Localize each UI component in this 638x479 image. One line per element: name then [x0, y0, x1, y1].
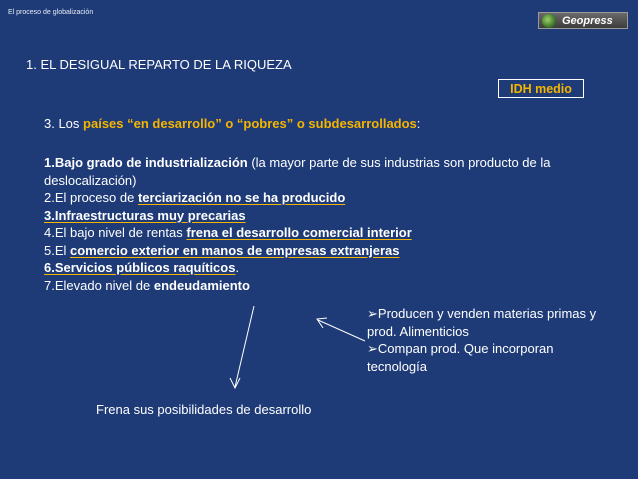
intro-highlight: países “en desarrollo” o “pobres” o subdesarrollados	[83, 116, 417, 131]
item-1-bold: 1.Bajo grado de industrialización	[44, 155, 248, 170]
intro-prefix: 3. Los	[44, 116, 84, 131]
arrow-to-trade-notes	[318, 320, 365, 341]
header-label: El proceso de globalización	[8, 9, 94, 16]
item-6-post: .	[235, 260, 240, 275]
slide-title: 1. EL DESIGUAL REPARTO DE LA RIQUEZA	[26, 57, 292, 72]
idh-badge: IDH medio	[498, 79, 584, 98]
item-4-pre: 4.El bajo nivel de rentas	[44, 225, 187, 240]
arrow-bullet-icon: ➢	[367, 306, 378, 321]
item-7-pre: 7.Elevado nivel de	[44, 277, 154, 293]
trade-note-1-text: Producen y venden materias primas y prod. Alimenticios	[367, 306, 597, 339]
intro-suffix: :	[416, 116, 421, 131]
item-3-bold: 3.Infraestructuras muy precarias	[44, 207, 246, 223]
consequence-text: Frena sus posibilidades de desarrollo	[96, 402, 312, 417]
item-2-pre: 2.El proceso de	[44, 190, 138, 205]
item-5-pre: 5.El	[44, 242, 71, 258]
arrow-bullet-icon: ➢	[367, 341, 378, 356]
item-6-bold: 6.Servicios públicos raquíticos	[44, 260, 236, 275]
item-2-bold: terciarización no se ha producido	[137, 190, 346, 205]
item-1-rest: (la mayor parte de sus industrias son producto de la deslocalización)	[44, 155, 551, 188]
item-5-bold: comercio exterior en manos de empresas extranjeras	[70, 242, 400, 258]
item-4-bold: frena el desarrollo comercial interior	[186, 225, 412, 240]
arrow-to-consequence	[235, 306, 254, 387]
item-7-bold: endeudamiento	[153, 277, 250, 293]
trade-note-2-text: Compan prod. Que incorporan tecnología	[367, 341, 554, 374]
logo-text: Geopress	[562, 14, 613, 27]
